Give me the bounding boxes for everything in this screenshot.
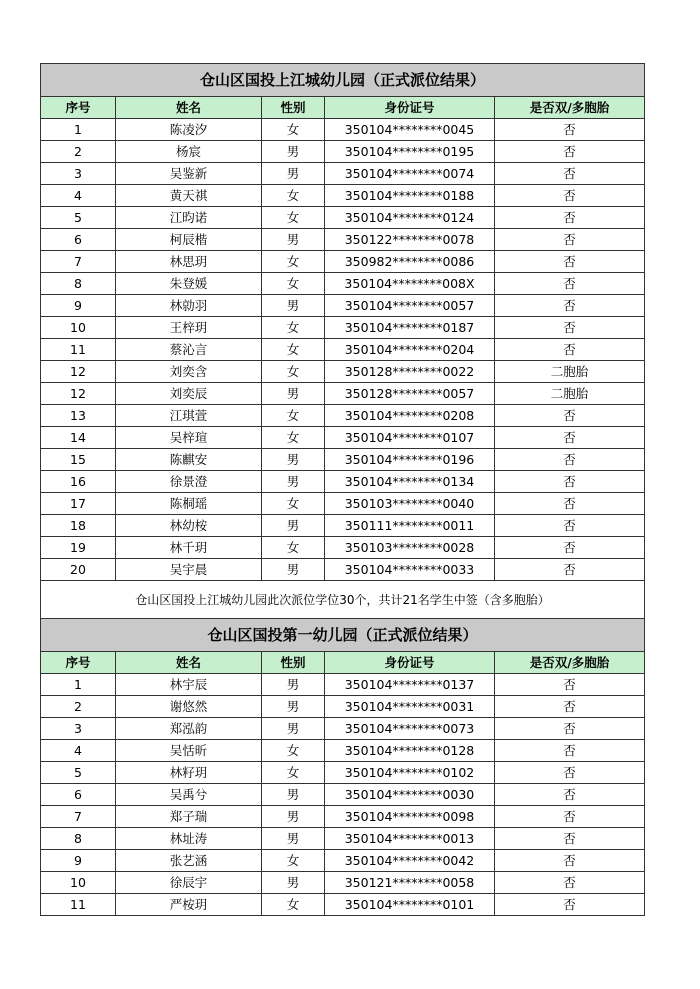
cell-id-number: 350104********0073 [325, 718, 495, 740]
section-title: 仓山区国投上江城幼儿园（正式派位结果） [41, 64, 645, 97]
cell-seq: 11 [41, 894, 116, 916]
column-header-multiple-birth: 是否双/多胞胎 [495, 97, 645, 119]
cell-id-number: 350104********0045 [325, 119, 495, 141]
cell-multiple-birth: 否 [495, 295, 645, 317]
cell-gender: 女 [262, 850, 325, 872]
table-row [41, 449, 645, 471]
cell-multiple-birth: 否 [495, 405, 645, 427]
cell-name: 杨宸 [116, 141, 262, 163]
table-row [41, 119, 645, 141]
cell-id-number: 350104********0128 [325, 740, 495, 762]
cell-seq: 6 [41, 784, 116, 806]
cell-seq: 4 [41, 185, 116, 207]
cell-gender: 男 [262, 559, 325, 581]
cell-id-number: 350128********0057 [325, 383, 495, 405]
table-row [41, 317, 645, 339]
column-header-row [41, 652, 645, 674]
cell-seq: 8 [41, 828, 116, 850]
column-header-row [41, 97, 645, 119]
cell-seq: 1 [41, 119, 116, 141]
cell-gender: 男 [262, 449, 325, 471]
cell-multiple-birth: 否 [495, 740, 645, 762]
cell-multiple-birth: 否 [495, 339, 645, 361]
table-row [41, 828, 645, 850]
cell-name: 王梓玥 [116, 317, 262, 339]
cell-gender: 女 [262, 493, 325, 515]
cell-id-number: 350128********0022 [325, 361, 495, 383]
cell-name: 吴鉴新 [116, 163, 262, 185]
table-row [41, 806, 645, 828]
cell-seq: 15 [41, 449, 116, 471]
cell-gender: 女 [262, 207, 325, 229]
section-note-row [41, 581, 645, 619]
cell-name: 林思玥 [116, 251, 262, 273]
cell-seq: 3 [41, 163, 116, 185]
section-title-row [41, 64, 645, 97]
cell-gender: 女 [262, 185, 325, 207]
cell-name: 吴宇晨 [116, 559, 262, 581]
cell-gender: 女 [262, 427, 325, 449]
cell-gender: 女 [262, 537, 325, 559]
cell-seq: 17 [41, 493, 116, 515]
cell-gender: 男 [262, 784, 325, 806]
cell-id-number: 350104********0102 [325, 762, 495, 784]
cell-gender: 女 [262, 740, 325, 762]
cell-gender: 女 [262, 762, 325, 784]
cell-gender: 男 [262, 383, 325, 405]
cell-name: 黄天祺 [116, 185, 262, 207]
cell-id-number: 350104********0101 [325, 894, 495, 916]
column-header-id-number: 身份证号 [325, 97, 495, 119]
cell-id-number: 350104********0208 [325, 405, 495, 427]
cell-multiple-birth: 否 [495, 427, 645, 449]
results-sheet [40, 63, 644, 916]
cell-id-number: 350103********0028 [325, 537, 495, 559]
table-row [41, 493, 645, 515]
cell-gender: 女 [262, 361, 325, 383]
table-row [41, 251, 645, 273]
table-row [41, 537, 645, 559]
cell-id-number: 350104********0013 [325, 828, 495, 850]
cell-gender: 男 [262, 141, 325, 163]
column-header-id-number: 身份证号 [325, 652, 495, 674]
cell-name: 严桉玥 [116, 894, 262, 916]
table-row [41, 163, 645, 185]
cell-gender: 男 [262, 806, 325, 828]
table-row [41, 229, 645, 251]
cell-seq: 5 [41, 207, 116, 229]
cell-seq: 6 [41, 229, 116, 251]
cell-name: 江昀诺 [116, 207, 262, 229]
cell-seq: 10 [41, 317, 116, 339]
cell-multiple-birth: 否 [495, 207, 645, 229]
cell-seq: 9 [41, 850, 116, 872]
table-row [41, 894, 645, 916]
cell-name: 吴恬昕 [116, 740, 262, 762]
cell-name: 徐景澄 [116, 471, 262, 493]
table-row [41, 295, 645, 317]
cell-multiple-birth: 否 [495, 850, 645, 872]
cell-seq: 18 [41, 515, 116, 537]
cell-gender: 女 [262, 894, 325, 916]
cell-gender: 女 [262, 251, 325, 273]
cell-id-number: 350982********0086 [325, 251, 495, 273]
cell-name: 吴梓瑄 [116, 427, 262, 449]
cell-multiple-birth: 否 [495, 784, 645, 806]
cell-multiple-birth: 二胞胎 [495, 361, 645, 383]
table-row [41, 339, 645, 361]
cell-seq: 12 [41, 361, 116, 383]
column-header-seq: 序号 [41, 97, 116, 119]
cell-gender: 男 [262, 471, 325, 493]
column-header-multiple-birth: 是否双/多胞胎 [495, 652, 645, 674]
cell-seq: 4 [41, 740, 116, 762]
cell-gender: 女 [262, 339, 325, 361]
section-note: 仓山区国投上江城幼儿园此次派位学位30个，共计21名学生中签（含多胞胎） [41, 581, 645, 619]
cell-multiple-birth: 否 [495, 806, 645, 828]
cell-id-number: 350104********0196 [325, 449, 495, 471]
section-title: 仓山区国投第一幼儿园（正式派位结果） [41, 619, 645, 652]
results-table [40, 63, 645, 916]
cell-name: 朱登媛 [116, 273, 262, 295]
cell-multiple-birth: 否 [495, 894, 645, 916]
cell-name: 郑泓韵 [116, 718, 262, 740]
cell-seq: 8 [41, 273, 116, 295]
cell-gender: 女 [262, 405, 325, 427]
table-row [41, 471, 645, 493]
cell-multiple-birth: 否 [495, 762, 645, 784]
cell-multiple-birth: 二胞胎 [495, 383, 645, 405]
cell-id-number: 350104********0107 [325, 427, 495, 449]
cell-multiple-birth: 否 [495, 515, 645, 537]
cell-seq: 10 [41, 872, 116, 894]
cell-seq: 2 [41, 696, 116, 718]
cell-seq: 5 [41, 762, 116, 784]
cell-id-number: 350104********0188 [325, 185, 495, 207]
cell-gender: 女 [262, 119, 325, 141]
cell-id-number: 350104********0030 [325, 784, 495, 806]
cell-name: 张艺涵 [116, 850, 262, 872]
cell-multiple-birth: 否 [495, 141, 645, 163]
cell-gender: 男 [262, 696, 325, 718]
cell-gender: 男 [262, 828, 325, 850]
cell-name: 吴禹兮 [116, 784, 262, 806]
cell-id-number: 350104********0074 [325, 163, 495, 185]
cell-multiple-birth: 否 [495, 471, 645, 493]
cell-gender: 男 [262, 229, 325, 251]
cell-name: 林宇辰 [116, 674, 262, 696]
cell-id-number: 350103********0040 [325, 493, 495, 515]
cell-id-number: 350104********0195 [325, 141, 495, 163]
cell-name: 林千玥 [116, 537, 262, 559]
cell-name: 陈桐瑶 [116, 493, 262, 515]
cell-gender: 男 [262, 295, 325, 317]
cell-name: 陈麒安 [116, 449, 262, 471]
cell-multiple-birth: 否 [495, 229, 645, 251]
table-row [41, 740, 645, 762]
cell-seq: 16 [41, 471, 116, 493]
cell-id-number: 350104********0124 [325, 207, 495, 229]
cell-multiple-birth: 否 [495, 872, 645, 894]
table-row [41, 762, 645, 784]
cell-gender: 男 [262, 163, 325, 185]
cell-gender: 男 [262, 872, 325, 894]
table-row [41, 515, 645, 537]
cell-id-number: 350104********0134 [325, 471, 495, 493]
cell-seq: 9 [41, 295, 116, 317]
cell-name: 柯辰楷 [116, 229, 262, 251]
cell-name: 徐辰宇 [116, 872, 262, 894]
table-row [41, 784, 645, 806]
column-header-gender: 性别 [262, 97, 325, 119]
cell-id-number: 350111********0011 [325, 515, 495, 537]
cell-multiple-birth: 否 [495, 718, 645, 740]
cell-seq: 2 [41, 141, 116, 163]
table-row [41, 185, 645, 207]
table-row [41, 383, 645, 405]
cell-gender: 男 [262, 718, 325, 740]
cell-name: 林籽玥 [116, 762, 262, 784]
table-row [41, 559, 645, 581]
cell-name: 林幼桉 [116, 515, 262, 537]
cell-seq: 7 [41, 251, 116, 273]
column-header-seq: 序号 [41, 652, 116, 674]
cell-id-number: 350104********0098 [325, 806, 495, 828]
cell-id-number: 350122********0078 [325, 229, 495, 251]
cell-multiple-birth: 否 [495, 273, 645, 295]
cell-multiple-birth: 否 [495, 559, 645, 581]
table-row [41, 427, 645, 449]
cell-multiple-birth: 否 [495, 674, 645, 696]
cell-seq: 20 [41, 559, 116, 581]
table-row [41, 696, 645, 718]
results-table-body [41, 64, 645, 916]
column-header-gender: 性别 [262, 652, 325, 674]
cell-id-number: 350104********0031 [325, 696, 495, 718]
cell-id-number: 350104********0057 [325, 295, 495, 317]
cell-multiple-birth: 否 [495, 493, 645, 515]
column-header-name: 姓名 [116, 652, 262, 674]
cell-name: 江琪萱 [116, 405, 262, 427]
cell-name: 蔡沁言 [116, 339, 262, 361]
cell-multiple-birth: 否 [495, 163, 645, 185]
table-row [41, 405, 645, 427]
cell-gender: 女 [262, 317, 325, 339]
cell-name: 刘奕辰 [116, 383, 262, 405]
table-row [41, 872, 645, 894]
cell-seq: 1 [41, 674, 116, 696]
cell-id-number: 350104********008X [325, 273, 495, 295]
cell-multiple-birth: 否 [495, 317, 645, 339]
cell-seq: 13 [41, 405, 116, 427]
cell-id-number: 350121********0058 [325, 872, 495, 894]
cell-gender: 男 [262, 515, 325, 537]
column-header-name: 姓名 [116, 97, 262, 119]
cell-id-number: 350104********0137 [325, 674, 495, 696]
table-row [41, 141, 645, 163]
cell-multiple-birth: 否 [495, 828, 645, 850]
cell-multiple-birth: 否 [495, 119, 645, 141]
cell-multiple-birth: 否 [495, 251, 645, 273]
cell-name: 郑子瑞 [116, 806, 262, 828]
cell-seq: 11 [41, 339, 116, 361]
cell-seq: 19 [41, 537, 116, 559]
section-title-row [41, 619, 645, 652]
cell-id-number: 350104********0204 [325, 339, 495, 361]
cell-id-number: 350104********0033 [325, 559, 495, 581]
cell-gender: 男 [262, 674, 325, 696]
cell-name: 刘奕含 [116, 361, 262, 383]
table-row [41, 718, 645, 740]
cell-multiple-birth: 否 [495, 537, 645, 559]
cell-seq: 3 [41, 718, 116, 740]
table-row [41, 207, 645, 229]
table-row [41, 850, 645, 872]
cell-id-number: 350104********0187 [325, 317, 495, 339]
table-row [41, 361, 645, 383]
cell-id-number: 350104********0042 [325, 850, 495, 872]
cell-multiple-birth: 否 [495, 696, 645, 718]
cell-multiple-birth: 否 [495, 449, 645, 471]
table-row [41, 674, 645, 696]
cell-seq: 12 [41, 383, 116, 405]
cell-seq: 7 [41, 806, 116, 828]
table-row [41, 273, 645, 295]
cell-gender: 女 [262, 273, 325, 295]
cell-multiple-birth: 否 [495, 185, 645, 207]
cell-name: 谢悠然 [116, 696, 262, 718]
cell-name: 陈凌汐 [116, 119, 262, 141]
cell-name: 林址涛 [116, 828, 262, 850]
cell-name: 林勍羽 [116, 295, 262, 317]
cell-seq: 14 [41, 427, 116, 449]
